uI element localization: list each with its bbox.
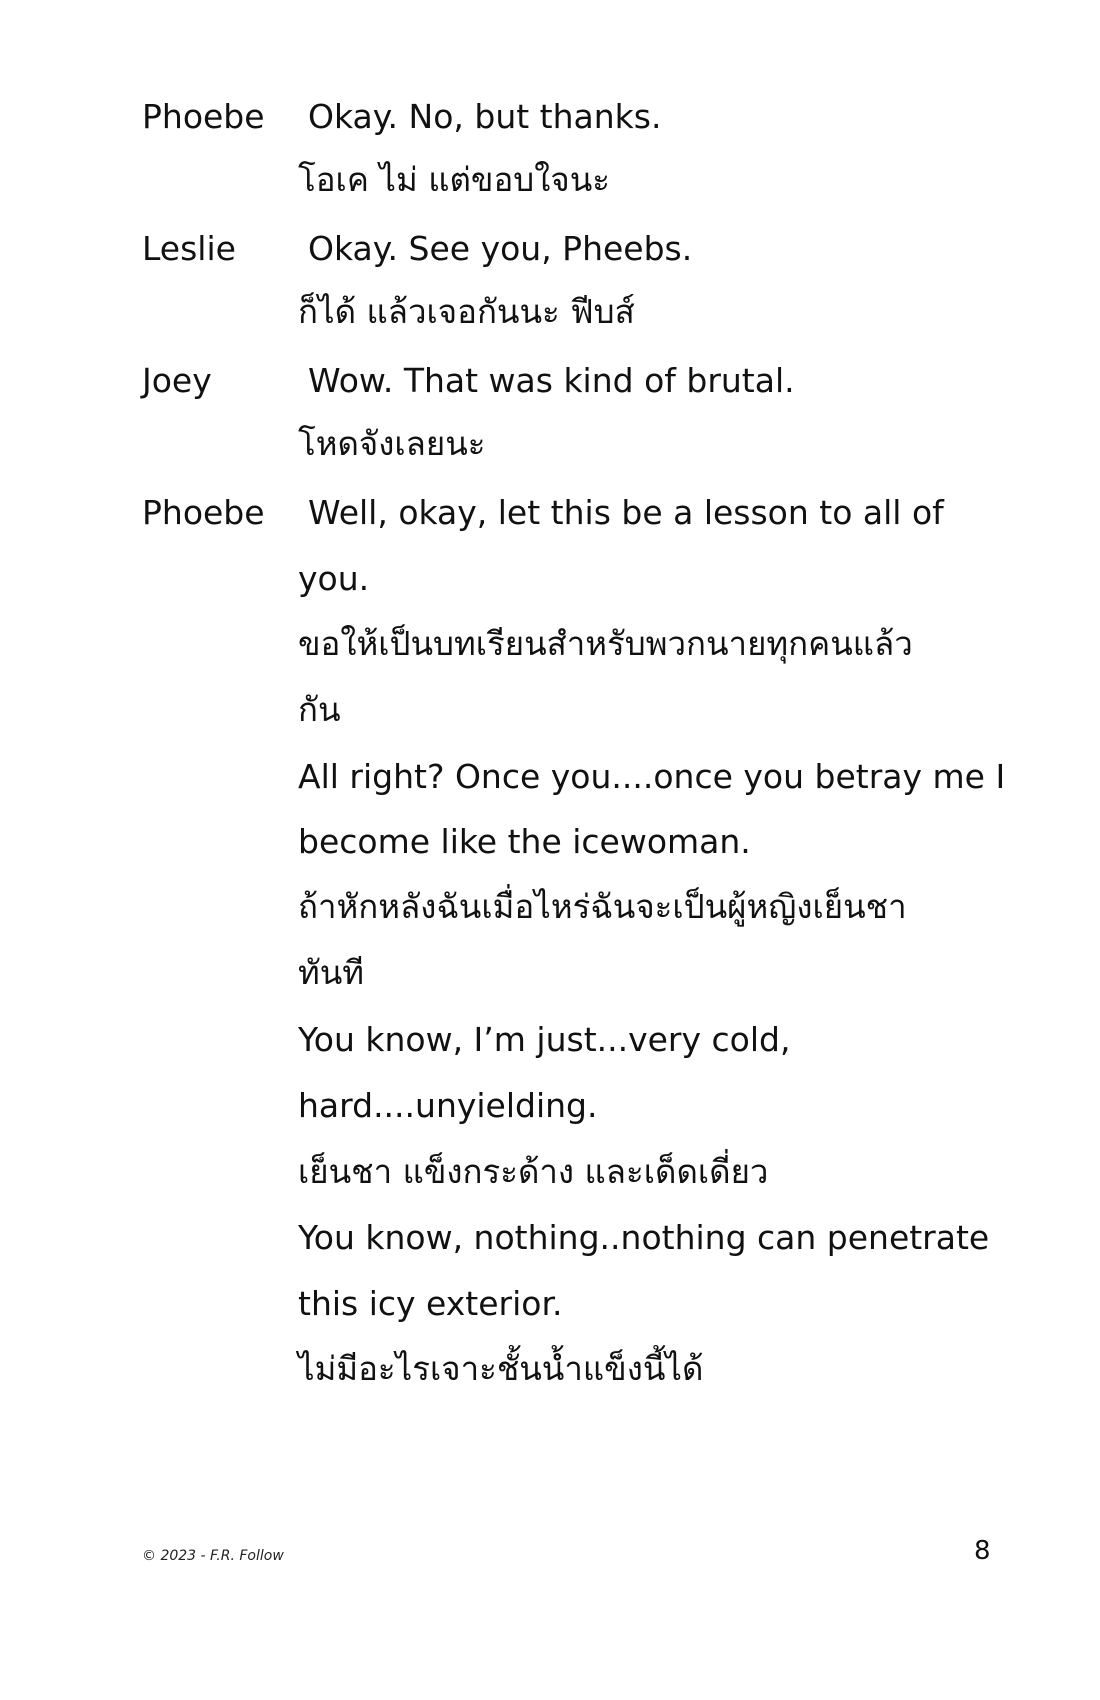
- dialogue-line-thai: เย็นชา แข็งกระด้าง และเด็ดเดี่ยว: [298, 1152, 769, 1191]
- speaker-name: Phoebe: [142, 97, 265, 136]
- dialogue-line-english: Okay. No, but thanks.: [308, 97, 662, 136]
- speaker-name: Leslie: [142, 229, 236, 268]
- copyright-notice: © 2023 - F.R. Follow: [142, 1548, 284, 1564]
- speaker-name: Joey: [142, 361, 212, 400]
- dialogue-line-thai: ก็ได้ แล้วเจอกันนะ ฟีบส์: [298, 292, 635, 331]
- dialogue-line-english: Wow. That was kind of brutal.: [308, 361, 795, 400]
- dialogue-line-english: You know, nothing..nothing can penetrate: [298, 1218, 990, 1257]
- dialogue-line-thai: ถ้าหักหลังฉันเมื่อไหร่ฉันจะเป็นผู้หญิงเย็นชา: [298, 887, 907, 926]
- speaker-name: Phoebe: [142, 493, 265, 532]
- dialogue-line-thai: โหดจังเลยนะ: [298, 424, 486, 463]
- dialogue-line-english: Okay. See you, Pheebs.: [308, 229, 693, 268]
- dialogue-line-thai: กัน: [298, 690, 341, 729]
- dialogue-line-thai: ขอให้เป็นบทเรียนสำหรับพวกนายทุกคนแล้ว: [298, 624, 913, 663]
- dialogue-line-english: You know, I’m just...very cold,: [298, 1020, 791, 1059]
- dialogue-line-english: become like the icewoman.: [298, 822, 751, 861]
- dialogue-line-english: All right? Once you....once you betray me I: [298, 757, 1006, 796]
- dialogue-line-english: Well, okay, let this be a lesson to all of: [308, 493, 944, 532]
- dialogue-line-thai: ไม่มีอะไรเจาะชั้นน้ำแข็งนี้ได้: [298, 1349, 704, 1388]
- page-number: 8: [974, 1536, 991, 1566]
- dialogue-line-english: this icy exterior.: [298, 1284, 563, 1323]
- dialogue-line-thai: ทันที: [298, 953, 365, 992]
- dialogue-line-thai: โอเค ไม่ แต่ขอบใจนะ: [298, 160, 610, 199]
- dialogue-line-english: hard....unyielding.: [298, 1086, 598, 1125]
- dialogue-line-english: you.: [298, 559, 370, 598]
